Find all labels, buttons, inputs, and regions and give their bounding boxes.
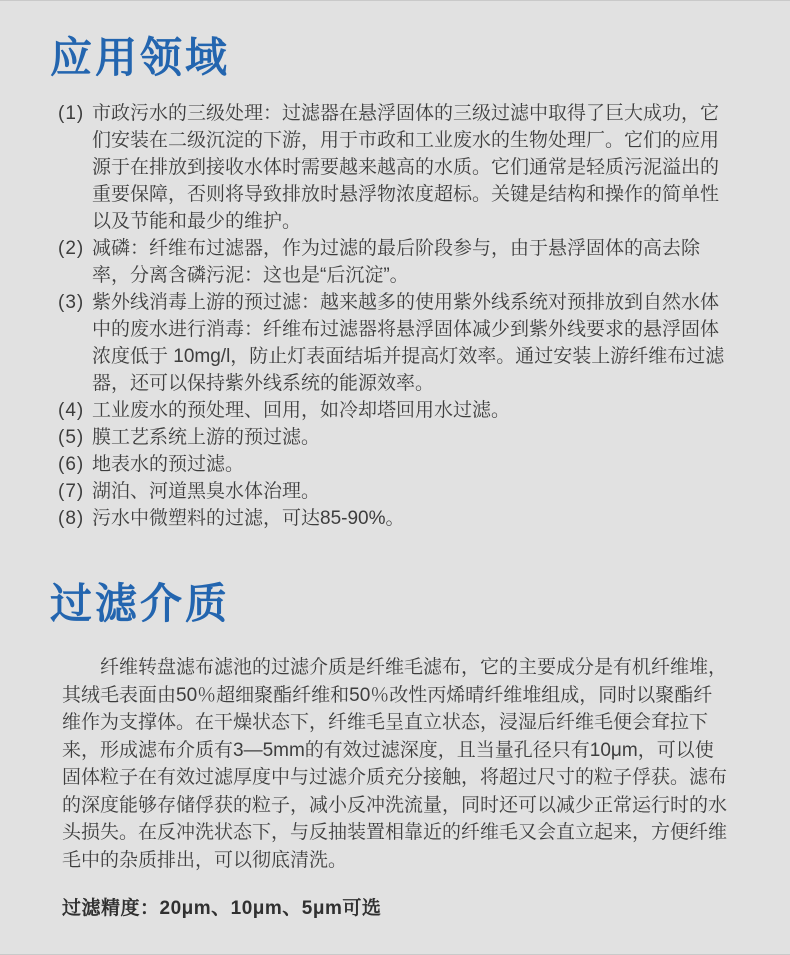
- list-item-marker: (3): [58, 292, 85, 313]
- section-title-applications: 应用领域: [50, 34, 231, 81]
- list-item-text: 紫外线消毒上游的预过滤：越来越多的使用紫外线系统对预排放到自然水体中的废水进行消毒：纤维布过滤器将悬浮固体减少到紫外线要求的悬浮固体浓度低于 10mg/l，防止灯表面结垢并提高灯效率。通过安装上游纤维布过滤器，还可以保持紫外线系统的能源效率。: [92, 292, 725, 394]
- list-item-marker: (5): [58, 427, 85, 448]
- list-item: [58, 505, 730, 532]
- list-item: [58, 397, 730, 424]
- list-item-text: 减磷：纤维布过滤器，作为过滤的最后阶段参与，由于悬浮固体的高去除率，分离含磷污泥：这也是“后沉淀”。: [92, 238, 701, 286]
- filter-media-paragraph: 纤维转盘滤布滤池的过滤介质是纤维毛滤布，它的主要成分是有机纤维堆，其绒毛表面由50％超细聚酯纤维和50％改性丙烯晴纤维堆组成，同时以聚酯纤维作为支撑体。在干燥状态下，纤维毛呈直立状态，浸湿后纤维毛便会耷拉下来，形成滤布介质有3—5mm的有效过滤深度，且当量孔径只有10μm，可以使固体粒子在有效过滤厚度中与过滤介质充分接触，将超过尺寸的粒子俘获。滤布的深度能够存储俘获的粒子，减小反冲洗流量，同时还可以减少正常运行时的水头损失。在反冲洗状态下，与反抽装置相靠近的纤维毛又会直立起来，方便纤维毛中的杂质排出，可以彻底清洗。: [62, 657, 728, 871]
- list-item-marker: (2): [58, 238, 85, 259]
- list-item-text: 污水中微塑料的过滤，可达85-90%。: [92, 508, 405, 529]
- list-item: [58, 424, 730, 451]
- document-page: [0, 1, 790, 954]
- list-item: [58, 235, 730, 289]
- list-item-text: 市政污水的三级处理：过滤器在悬浮固体的三级过滤中取得了巨大成功，它们安装在二级沉淀的下游，用于市政和工业废水的生物处理厂。它们的应用源于在排放到接收水体时需要越来越高的水质。它们通常是轻质污泥溢出的重要保障，否则将导致排放时悬浮物浓度超标。关键是结构和操作的简单性以及节能和最少的维护。: [92, 103, 720, 232]
- list-item-marker: (1): [58, 103, 85, 124]
- list-item-marker: (8): [58, 508, 85, 529]
- list-item-marker: (4): [58, 400, 85, 421]
- list-item-text: 湖泊、河道黑臭水体治理。: [92, 481, 321, 502]
- section-title-filter-media: 过滤介质: [50, 580, 231, 627]
- list-item-marker: (7): [58, 481, 85, 502]
- list-item-text: 地表水的预过滤。: [92, 454, 245, 475]
- list-item: [58, 289, 730, 397]
- list-item-text: 工业废水的预处理、回用，如冷却塔回用水过滤。: [92, 400, 511, 421]
- list-item: [58, 478, 730, 505]
- list-item: [58, 451, 730, 478]
- filter-precision-note: 过滤精度：20μm、10μm、5μm可选: [62, 898, 382, 919]
- list-item-text: 膜工艺系统上游的预过滤。: [92, 427, 321, 448]
- applications-list: [58, 100, 730, 532]
- list-item-marker: (6): [58, 454, 85, 475]
- list-item: [58, 100, 730, 235]
